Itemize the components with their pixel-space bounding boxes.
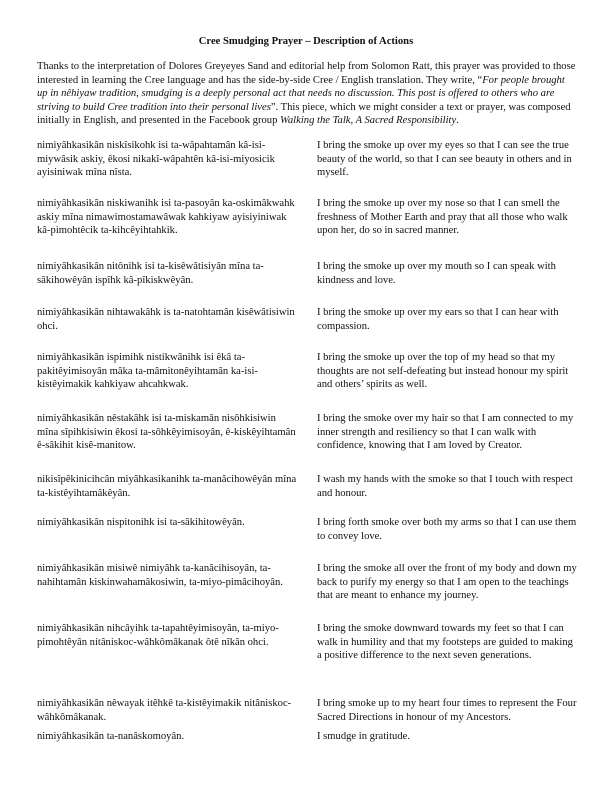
english-text: I smudge in gratitude. — [317, 731, 410, 742]
intro-paragraph — [37, 60, 577, 128]
cree-text: nimiyâhkasikân nêwayak itêhkê ta-kistêyimakik nitâniskoc-wâhkômâkanak. — [37, 698, 292, 723]
intro-quote: For people brought up in nêhiyaw tradition, smudging is a deeply personal act that needs no discussion. This post is offered to others who are striving to build Cree tradition into their personal lives — [37, 74, 565, 113]
english-text: I bring the smoke up over my ears so that I can hear with compassion. — [317, 307, 559, 332]
cree-text: nimiyâhkasikân nihtawakâhk is ta-natohtamân kisêwâtisiwin ohci. — [37, 307, 295, 332]
english-text: I bring the smoke up over my nose so that I can smell the freshness of Mother Earth and pray that all those who walk upon her, do so in sacred manner. — [317, 198, 568, 237]
english-text: I bring the smoke downward towards my feet so that I can walk in humility and that my footsteps are guided to making a positive difference to the next seven generations. — [317, 623, 573, 662]
cree-text: nimiyâhkasikân niskiwanihk isi ta-pasoyân ka-oskimâkwahk askiy mîna nimawimostamawâwak kahkiyaw ayisiyiniwak kâ-pimohtêcik ta-kihcêyihtahkik. — [37, 198, 295, 237]
english-text: I bring the smoke up over my mouth so I can speak with kindness and love. — [317, 261, 556, 286]
cree-text: nikisîpêkinicihcân miyâhkasikanihk ta-manâcihowêyân mîna ta-kistêyihtamâkêyân. — [37, 474, 297, 499]
cree-text: nimiyâhkasikân ta-nanâskomoyân. — [37, 731, 185, 742]
cree-text: nimiyâhkasikân nihcâyihk ta-tapahtêyimisoyân, ta-miyo-pimohtêyân nitâniskoc-wâhkômâkanak ôtê nîkân ohci. — [37, 623, 279, 648]
english-text: I bring the smoke up over the top of my head so that my thoughts are not self-defeating but instead honour my spirit and others’ spirits as well. — [317, 352, 569, 391]
english-text: I bring the smoke over my hair so that I am connected to my inner strength and resiliency so that I can walk with confidence, knowing that I am loved by Creator. — [317, 413, 574, 452]
cree-text: nimiyâhkasikân niskîsikohk isi ta-wâpahtamân kâ-isi-miywâsik askiy, êkosi nikakî-wâpahtên kâ-isi-miyosicik ayisiniwak mîna nîsta. — [37, 140, 275, 179]
english-text: I bring smoke up to my heart four times to represent the Four Sacred Directions in honour of my Ancestors. — [317, 698, 577, 723]
cree-text: nimiyâhkasikân nispitonihk isi ta-sâkihitowêyân. — [37, 517, 245, 528]
facebook-group-name: Walking the Talk, A Sacred Responsibility — [280, 115, 457, 127]
cree-text: nimiyâhkasikân ispimihk nistikwânihk isi êkâ ta-pakitêyimisoyân mâka ta-mâmitonêyihtamân ka-isi-kistêyimakik kahkiyaw ahcahkwak. — [37, 352, 258, 391]
intro-text-3: . — [456, 115, 459, 127]
cree-text: nimiyâhkasikân nitônihk isi ta-kisêwâtisiyân mîna ta-sâkihowêyân ispîhk kâ-pîkiskwêyân. — [37, 261, 264, 286]
page-title: Cree Smudging Prayer – Description of Actions — [198, 36, 414, 47]
cree-text: nimiyâhkasikân nêstakâhk isi ta-miskamân nisôhkisiwin mîna sîpihkisiwin êkosi ta-sôhkêyimisoyân, ê-kiskêyihtamân ê-sâkihit kisê-manitow. — [37, 413, 296, 452]
english-text: I bring the smoke all over the front of my body and down my back to purify my energy so that I am open to the teachings that are meant to enhance my journey. — [317, 563, 577, 602]
intro-text-2: ”. This piece, which we might consider a text or prayer, was composed initially in English, and presented in the Facebook group — [37, 101, 571, 127]
intro-text-1: Thanks to the interpretation of Dolores Greyeyes Sand and editorial help from Solomon Ratt, this prayer was provided to those interested in learning the Cree language and has the side-by-side Cree / English translation. They write, “ — [37, 61, 576, 86]
english-text: I wash my hands with the smoke so that I touch with respect and honour. — [317, 474, 573, 499]
cree-text: nimiyâhkasikân misiwê nimiyâhk ta-kanâcihisoyân, ta-nahihtamân kiskinwahamâkosiwin, ta-miyo-pimâcihoyân. — [37, 563, 283, 588]
english-text: I bring the smoke up over my eyes so that I can see the true beauty of the world, so that I can see beauty in others and in myself. — [317, 140, 572, 179]
english-text: I bring forth smoke over both my arms so that I can use them to convey love. — [317, 517, 577, 542]
